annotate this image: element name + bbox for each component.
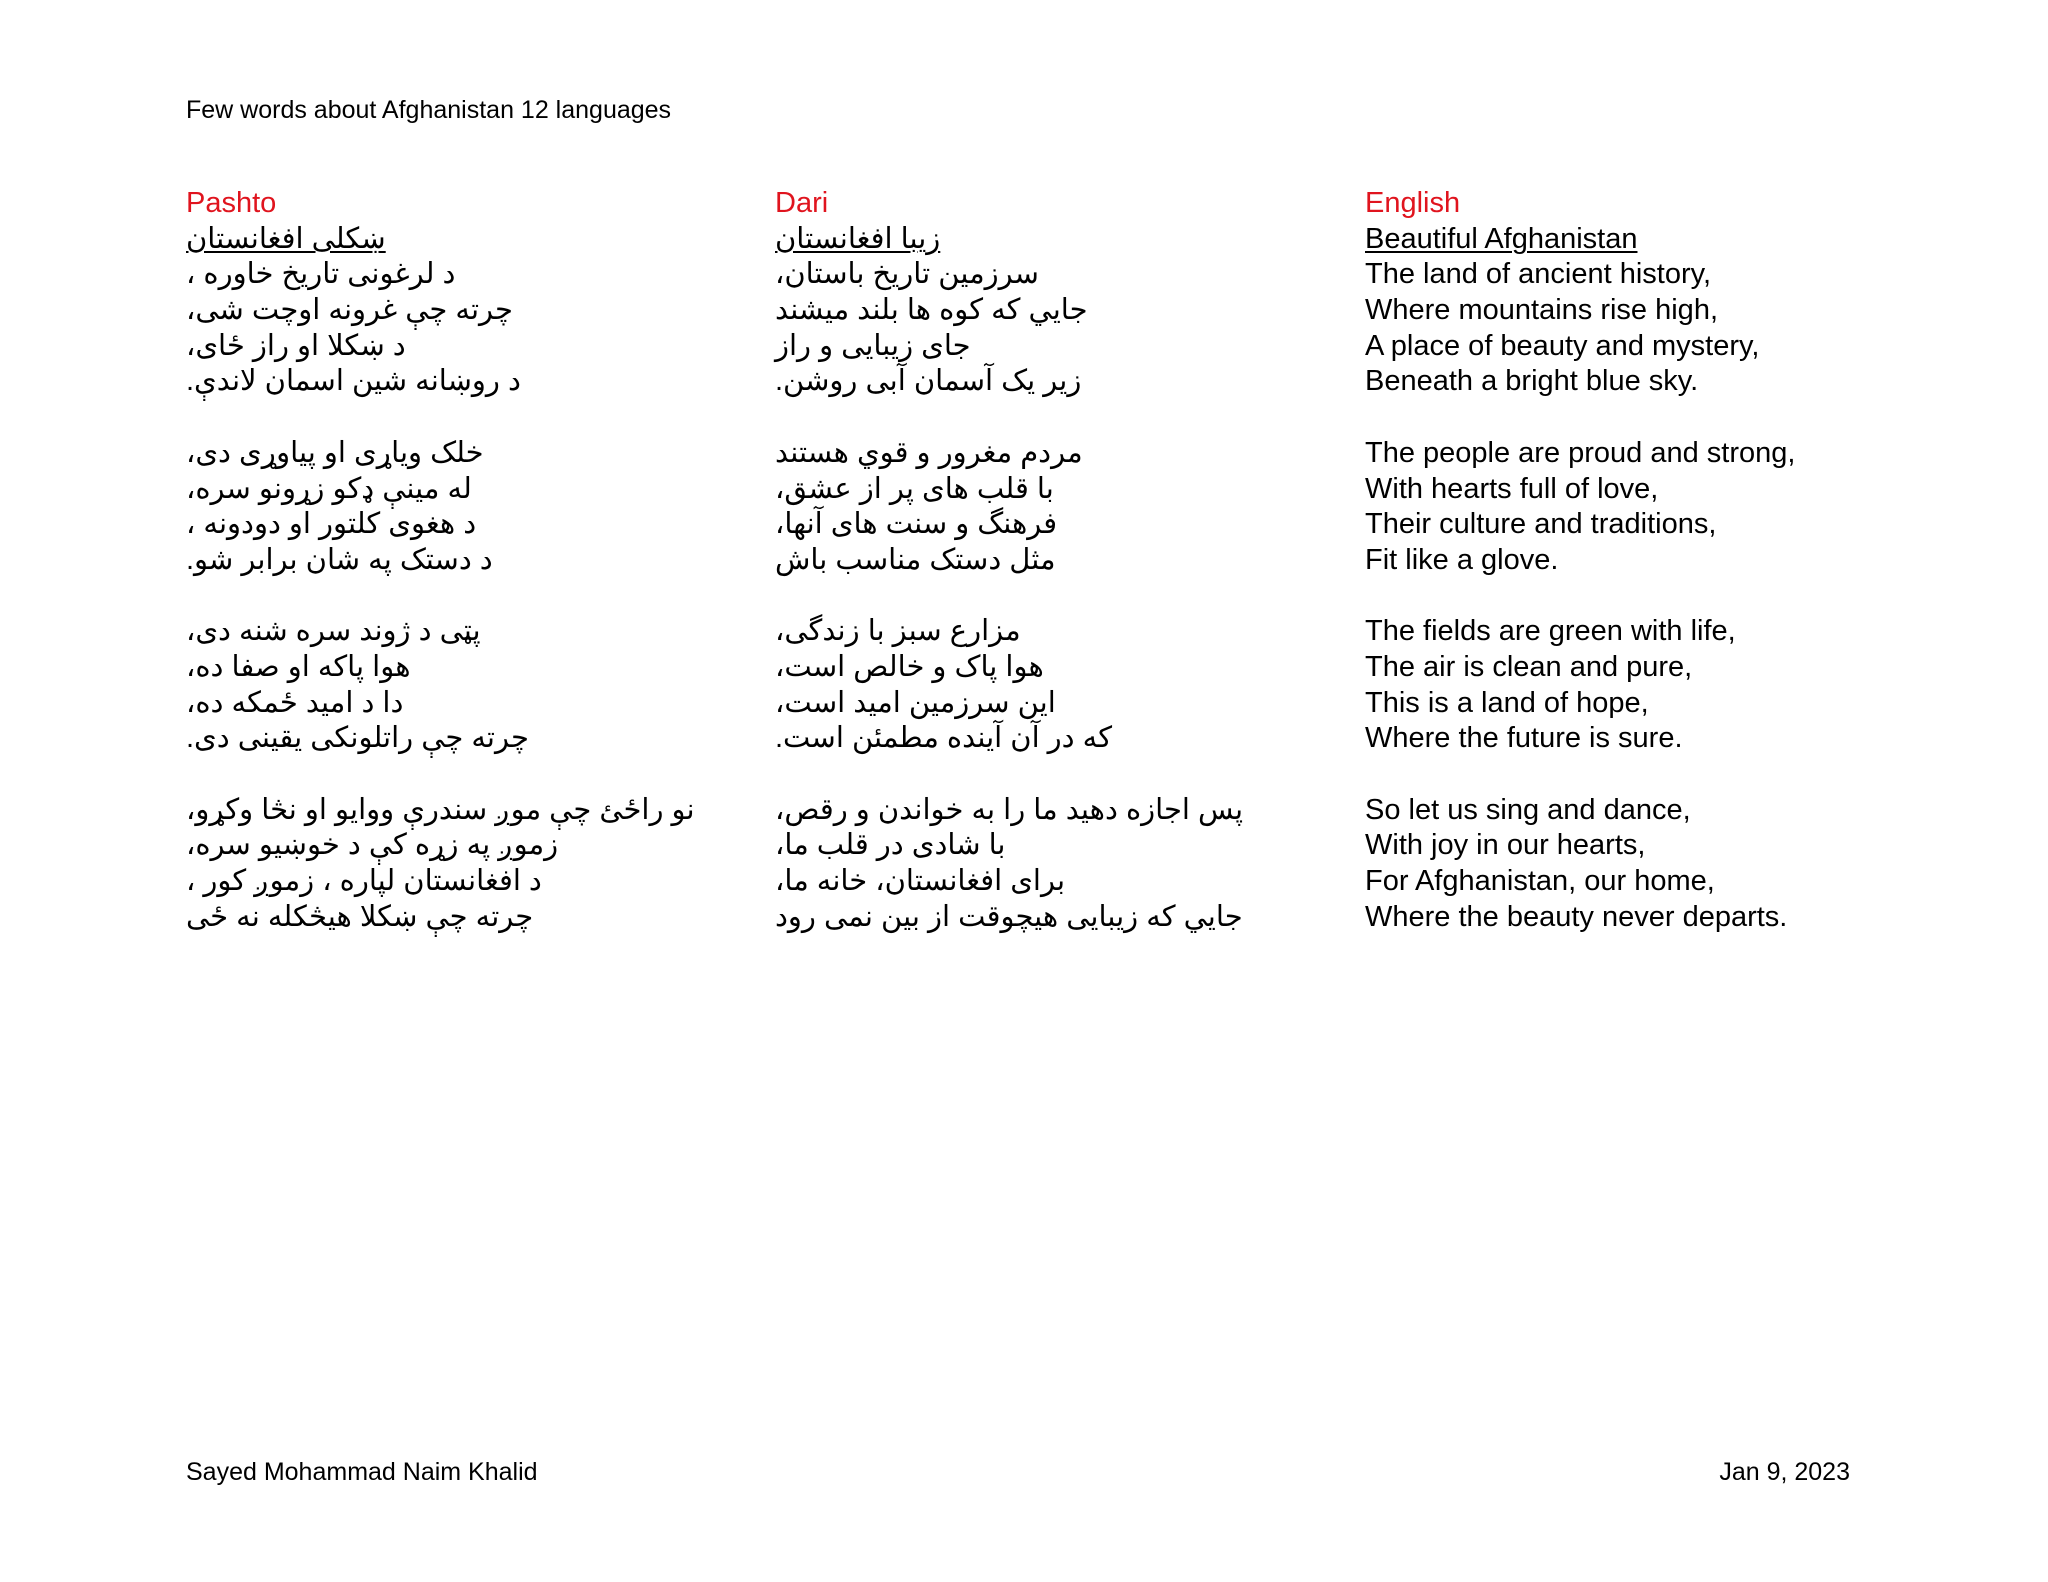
language-heading-dari: Dari (775, 187, 829, 219)
poem-line: A place of beauty and mystery, (1365, 329, 1760, 362)
poem-line: چرته چې ښکلا هیڅکله نه ځی (186, 900, 534, 933)
poem-line: چرته چې غرونه اوچت شی، (186, 294, 513, 327)
footer-author: Sayed Mohammad Naim Khalid (186, 1458, 538, 1486)
stanza (186, 614, 746, 757)
poem-line: د هغوی کلتور او دودونه ، (186, 508, 477, 541)
pashto-column (186, 186, 746, 971)
poem-line: پټی د ژوند سره شنه دی، (186, 615, 481, 648)
stanza (775, 614, 1335, 757)
poem-line: این سرزمین امید است، (775, 686, 1056, 719)
poem-line: با شادی در قلب ما، (775, 829, 1006, 862)
page-header-note: Few words about Afghanistan 12 languages (186, 96, 672, 124)
poem-line: دا د امید ځمکه ده، (186, 686, 404, 719)
language-heading-english: English (1365, 187, 1461, 219)
poem-line: Where mountains rise high, (1365, 294, 1718, 327)
poem-line: Fit like a glove. (1365, 543, 1559, 576)
poem-line: With hearts full of love, (1365, 472, 1659, 505)
poem-line: زیر یک آسمان آبی روشن. (775, 365, 1082, 398)
poem-line: The people are proud and strong, (1365, 436, 1796, 469)
poem-line: برای افغانستان، خانه ما، (775, 865, 1066, 898)
poem-line: جای زیبایی و راز (775, 329, 971, 362)
stanza (1365, 436, 1965, 579)
stanza (1365, 614, 1965, 757)
poem-line: له مينې ډکو زړونو سره، (186, 472, 472, 505)
stanza (775, 436, 1335, 579)
poem-line: For Afghanistan, our home, (1365, 865, 1715, 898)
poem-line: که در آن آینده مطمئن است. (775, 722, 1113, 755)
poem-line: زموږ په زړه کې د خوښيو سره، (186, 829, 559, 862)
poem-line: فرهنگ و سنت های آنها، (775, 508, 1058, 541)
poem-line: سرزمین تاریخ باستان، (775, 258, 1039, 291)
poem-line: مردم مغرور و قوي هستند (775, 436, 1083, 469)
poem-line: Their culture and traditions, (1365, 508, 1717, 541)
poem-line: The fields are green with life, (1365, 615, 1736, 648)
poem-line: د افغانستان لپاره ، زموږ کور ، (186, 865, 542, 898)
poem-line: د روښانه شین اسمان لاندې. (186, 365, 521, 398)
poem-line: نو راځئ چې موږ سندرې ووايو او نڅا وکړو، (186, 793, 695, 826)
stanza (186, 436, 746, 579)
poem-line: د لرغونی تاریخ خاوره ، (186, 258, 456, 291)
poem-line: This is a land of hope, (1365, 686, 1649, 719)
poem-line: د ښکلا او راز ځای، (186, 329, 406, 362)
poem-title-dari: زيبا افغانستان (775, 222, 941, 255)
stanza (1365, 257, 1965, 400)
poem-line: جایي که زیبایی هیچوقت از بین نمی رود (775, 900, 1243, 933)
poem-line: Where the beauty never departs. (1365, 900, 1788, 933)
poem-line: هوا پاکه او صفا ده، (186, 650, 411, 683)
poem-line: با قلب های پر از عشق، (775, 472, 1054, 505)
poem-title-pashto: ښکلی افغانستان (186, 222, 386, 255)
poem-line: هوا پاک و خالص است، (775, 650, 1044, 683)
poem-line: چرته چې راتلونکی یقینی دی. (186, 722, 529, 755)
stanza (186, 257, 746, 400)
dari-column (775, 186, 1335, 971)
poem-line: جایي که کوه ها بلند میشند (775, 294, 1088, 327)
poem-line: مزارع سبز با زندگی، (775, 615, 1021, 648)
poem-title-english: Beautiful Afghanistan (1365, 222, 1638, 255)
poem-line: د دستک په شان برابر شو. (186, 543, 493, 576)
poem-line: خلک وياړی او پیاوړی دی، (186, 436, 484, 469)
poem-line: Where the future is sure. (1365, 722, 1683, 755)
stanza (775, 257, 1335, 400)
language-heading-pashto: Pashto (186, 187, 277, 219)
poem-line: The land of ancient history, (1365, 258, 1712, 291)
english-column (1365, 186, 1965, 971)
footer-date: Jan 9, 2023 (1719, 1458, 1850, 1486)
poem-line: پس اجازه دهید ما را به خواندن و رقص، (775, 793, 1244, 826)
poem-line: Beneath a bright blue sky. (1365, 365, 1699, 398)
stanza (186, 793, 746, 936)
poem-line: مثل دستک مناسب باش (775, 543, 1056, 576)
stanza (775, 793, 1335, 936)
poem-line: So let us sing and dance, (1365, 793, 1691, 826)
stanza (1365, 793, 1965, 936)
poem-line: With joy in our hearts, (1365, 829, 1646, 862)
poem-line: The air is clean and pure, (1365, 650, 1693, 683)
